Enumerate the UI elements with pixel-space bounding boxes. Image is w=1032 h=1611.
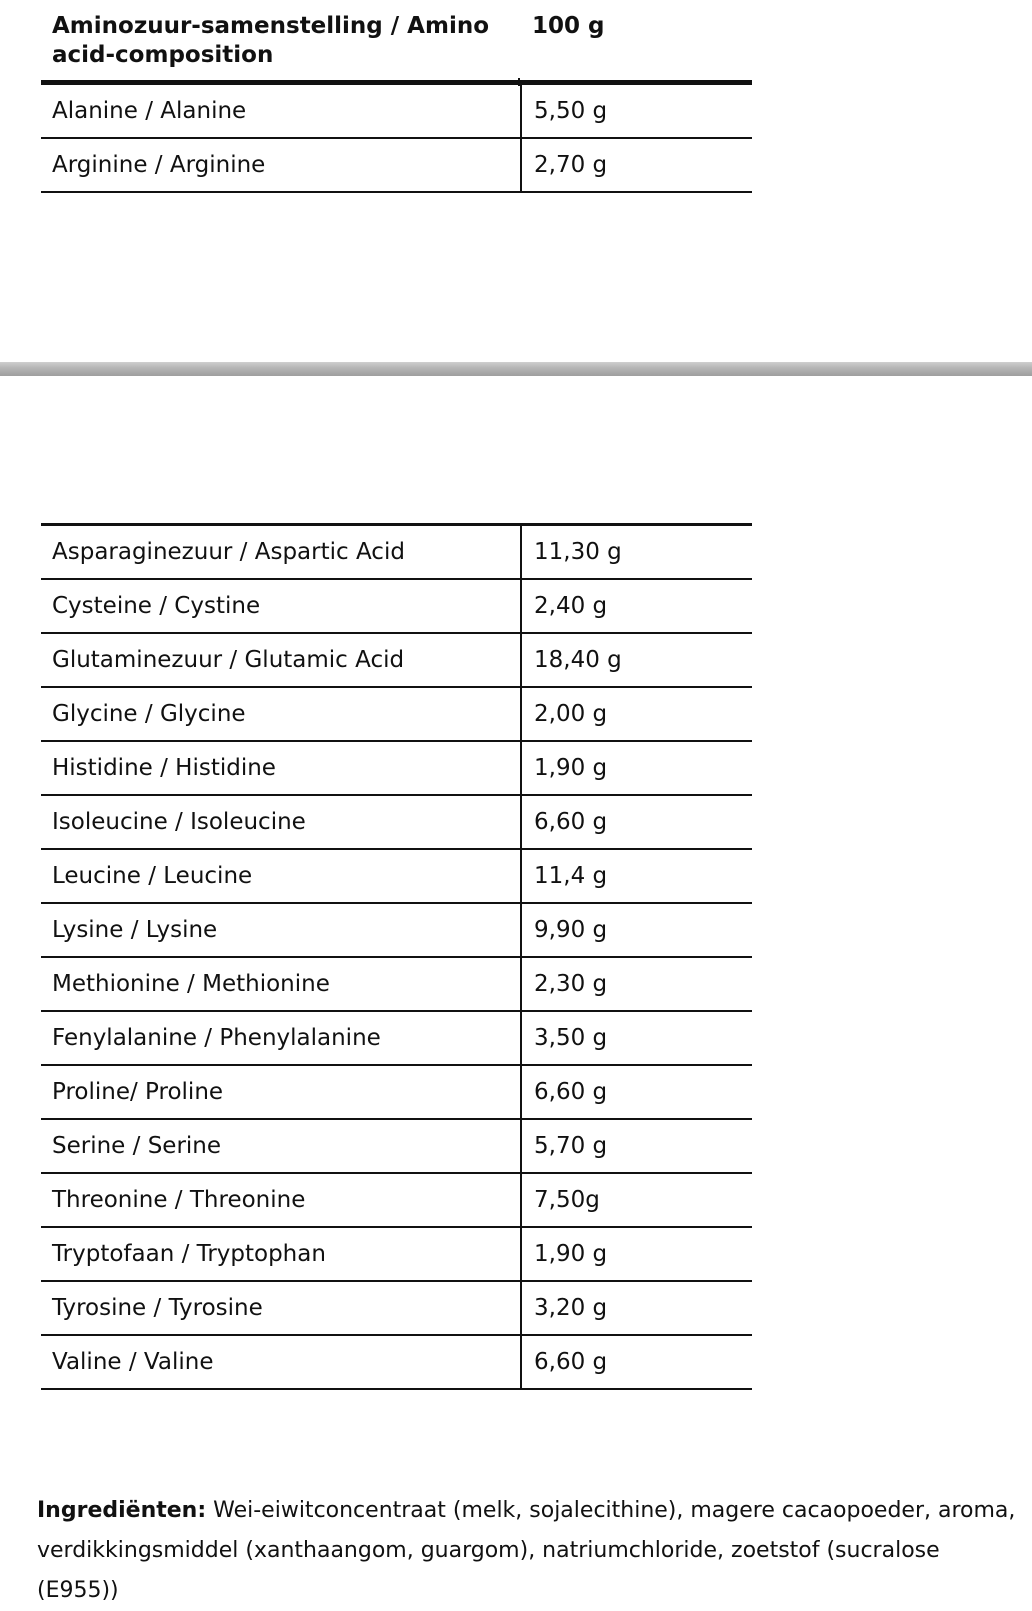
amino-acid-name: Lysine / Lysine [52,917,218,943]
table-row [41,85,752,139]
amino-acid-name: Glutaminezuur / Glutamic Acid [52,647,405,673]
amino-acid-value: 3,20 g [520,1282,754,1334]
amino-acid-value: 18,40 g [520,634,754,686]
amino-acid-value: 7,50g [520,1174,754,1226]
amino-acid-value: 1,90 g [520,1228,754,1280]
amino-acid-name: Methionine / Methionine [52,971,330,997]
table-row [41,850,752,904]
amino-acid-name: Isoleucine / Isoleucine [52,809,306,835]
ingredients-label: Ingrediënten: [37,1498,207,1523]
table-row [41,580,752,634]
amino-acid-name: Tyrosine / Tyrosine [52,1295,263,1321]
amino-acid-value: 2,00 g [520,688,754,740]
table-row [41,526,752,580]
amino-acid-value: 11,4 g [520,850,754,902]
ingredients-text [37,1491,1022,1611]
table-row [41,1282,752,1336]
table-row [41,958,752,1012]
amino-acid-name: Alanine / Alanine [52,98,247,124]
table-row [41,1228,752,1282]
amino-acid-name: Threonine / Threonine [52,1187,306,1213]
amino-acid-value: 5,50 g [520,85,754,137]
table-row [41,634,752,688]
amino-acid-value: 9,90 g [520,904,754,956]
ingredients-list: Wei-eiwitconcentraat (melk, sojalecithine), magere cacaopoeder, aroma, verdikkingsmiddel (xanthaangom, guargom), natriumchloride, zoetstof (sucralose (E955)) [37,1498,1016,1603]
amino-acid-value: 2,40 g [520,580,754,632]
table-row [41,1336,752,1390]
amino-acid-value: 3,50 g [520,1012,754,1064]
amino-acid-value: 11,30 g [520,526,754,578]
amino-table-bottom [41,523,752,1390]
table-row [41,904,752,958]
table-row [41,1120,752,1174]
amino-acid-name: Valine / Valine [52,1349,214,1375]
amino-acid-name: Histidine / Histidine [52,755,276,781]
header-column-value: 100 g [532,13,605,39]
table-row [41,796,752,850]
table-row [41,1174,752,1228]
amino-table-top [41,85,752,193]
amino-acid-value: 2,70 g [520,139,754,191]
amino-acid-name: Leucine / Leucine [52,863,253,889]
amino-acid-value: 2,30 g [520,958,754,1010]
amino-acid-value: 5,70 g [520,1120,754,1172]
table-row [41,139,752,193]
page-break-separator [0,362,1032,376]
amino-acid-name: Proline/ Proline [52,1079,224,1105]
amino-acid-name: Tryptofaan / Tryptophan [52,1241,326,1267]
amino-acid-name: Glycine / Glycine [52,701,246,727]
amino-acid-name: Cysteine / Cystine [52,593,261,619]
table-row [41,742,752,796]
header-column-name: Aminozuur-samenstelling / Amino acid-composition [52,13,490,68]
amino-acid-value: 6,60 g [520,1066,754,1118]
table-row [41,1012,752,1066]
table-row [41,688,752,742]
amino-acid-value: 1,90 g [520,742,754,794]
amino-acid-name: Arginine / Arginine [52,152,266,178]
table-row [41,1066,752,1120]
amino-acid-value: 6,60 g [520,1336,754,1388]
amino-acid-name: Fenylalanine / Phenylalanine [52,1025,381,1051]
amino-acid-value: 6,60 g [520,796,754,848]
amino-acid-name: Serine / Serine [52,1133,222,1159]
table-header [41,10,752,82]
amino-acid-name: Asparaginezuur / Aspartic Acid [52,539,405,565]
